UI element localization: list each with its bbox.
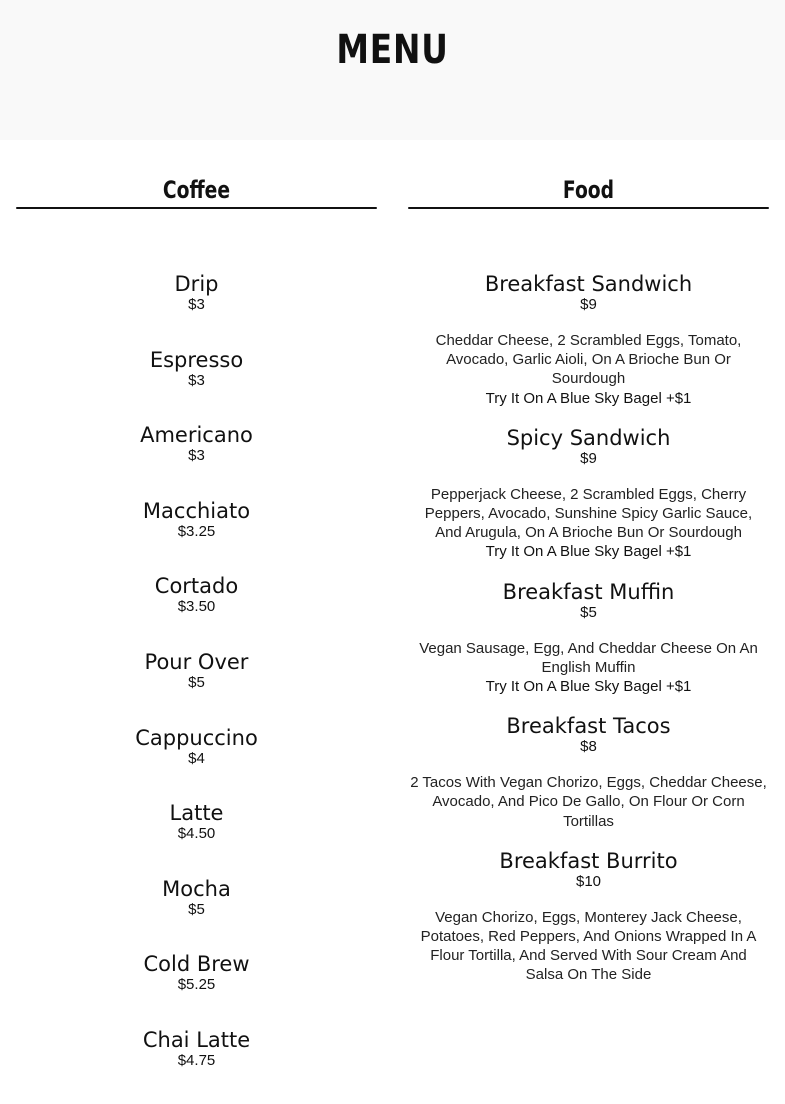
- coffee-column: [16, 140, 377, 1104]
- menu-item: [16, 423, 377, 499]
- item-price: $4.50: [177, 825, 216, 843]
- item-price: $3.25: [177, 522, 216, 540]
- menu-item: [16, 801, 377, 877]
- coffee-heading: Coffee: [162, 176, 231, 204]
- item-name: Breakfast Burrito: [499, 848, 678, 873]
- item-price: $3: [188, 447, 205, 465]
- item-name: Cappuccino: [135, 725, 258, 750]
- menu-item: [16, 574, 377, 650]
- item-name: Breakfast Tacos: [506, 714, 671, 739]
- menu-item: [408, 849, 769, 985]
- item-price: $4: [188, 749, 205, 767]
- item-price: $5.25: [177, 976, 216, 994]
- menu-item: [408, 580, 769, 697]
- item-description: Cheddar Cheese, 2 Scrambled Eggs, Tomato, Avocado, Garlic Aioli, On A Brioche Bun Or Sourdough: [435, 332, 742, 388]
- item-price: $8: [580, 738, 597, 756]
- item-name: Cold Brew: [143, 952, 250, 977]
- menu-item: [16, 952, 377, 1028]
- item-price: $5: [580, 603, 597, 621]
- menu-item: [16, 348, 377, 424]
- item-price: $4.75: [177, 1051, 216, 1069]
- item-upsell: Try It On A Blue Sky Bagel +$1: [485, 389, 692, 407]
- item-name: Drip: [174, 272, 219, 296]
- item-name: Espresso: [149, 347, 244, 372]
- menu-item: [16, 726, 377, 802]
- menu-item: [16, 877, 377, 953]
- item-price: $9: [580, 449, 597, 467]
- item-upsell: Try It On A Blue Sky Bagel +$1: [485, 678, 692, 696]
- menu-item: [16, 1028, 377, 1104]
- item-name: Mocha: [162, 876, 231, 901]
- item-name: Cortado: [154, 574, 239, 599]
- food-list: [408, 272, 769, 985]
- header: [0, 0, 785, 140]
- item-name: Breakfast Sandwich: [484, 272, 693, 296]
- item-price: $3: [188, 371, 205, 389]
- menu-item: [408, 426, 769, 562]
- item-description: Vegan Chorizo, Eggs, Monterey Jack Cheese, Potatoes, Red Peppers, And Onions Wrapped In A Flour Tortilla, And Served With Sour Cream And Salsa On The Side: [420, 908, 757, 984]
- coffee-divider: [16, 207, 377, 209]
- menu-item: [408, 272, 769, 408]
- item-description: Vegan Sausage, Egg, And Cheddar Cheese On An English Muffin: [419, 639, 758, 676]
- item-price: $5: [188, 673, 205, 691]
- item-price: $3: [188, 296, 205, 313]
- item-price: $5: [188, 900, 205, 918]
- item-upsell: Try It On A Blue Sky Bagel +$1: [485, 543, 692, 561]
- item-description: Pepperjack Cheese, 2 Scrambled Eggs, Cherry Peppers, Avocado, Sunshine Spicy Garlic Sauce, And Arugula, On A Brioche Bun Or Sourdough: [424, 485, 753, 542]
- item-price: $9: [580, 296, 597, 313]
- item-name: Breakfast Muffin: [502, 579, 675, 604]
- food-divider: [408, 207, 769, 209]
- menu-item: [16, 272, 377, 348]
- item-name: Latte: [169, 801, 224, 826]
- item-price: $10: [575, 872, 602, 890]
- item-name: Pour Over: [144, 649, 249, 674]
- page-title: MENU: [336, 27, 449, 73]
- coffee-list: [16, 272, 377, 1104]
- food-column: [408, 140, 769, 1003]
- item-name: Macchiato: [142, 498, 251, 523]
- item-name: Americano: [140, 423, 253, 448]
- item-price: $3.50: [177, 598, 216, 616]
- menu-item: [16, 650, 377, 726]
- item-description: 2 Tacos With Vegan Chorizo, Eggs, Cheddar Cheese, Avocado, And Pico De Gallo, On Flour Or Corn Tortillas: [410, 774, 767, 830]
- item-name: Chai Latte: [142, 1027, 251, 1052]
- item-name: Spicy Sandwich: [506, 425, 671, 450]
- menu-item: [16, 499, 377, 575]
- menu-item: [408, 714, 769, 831]
- food-heading: Food: [562, 176, 615, 204]
